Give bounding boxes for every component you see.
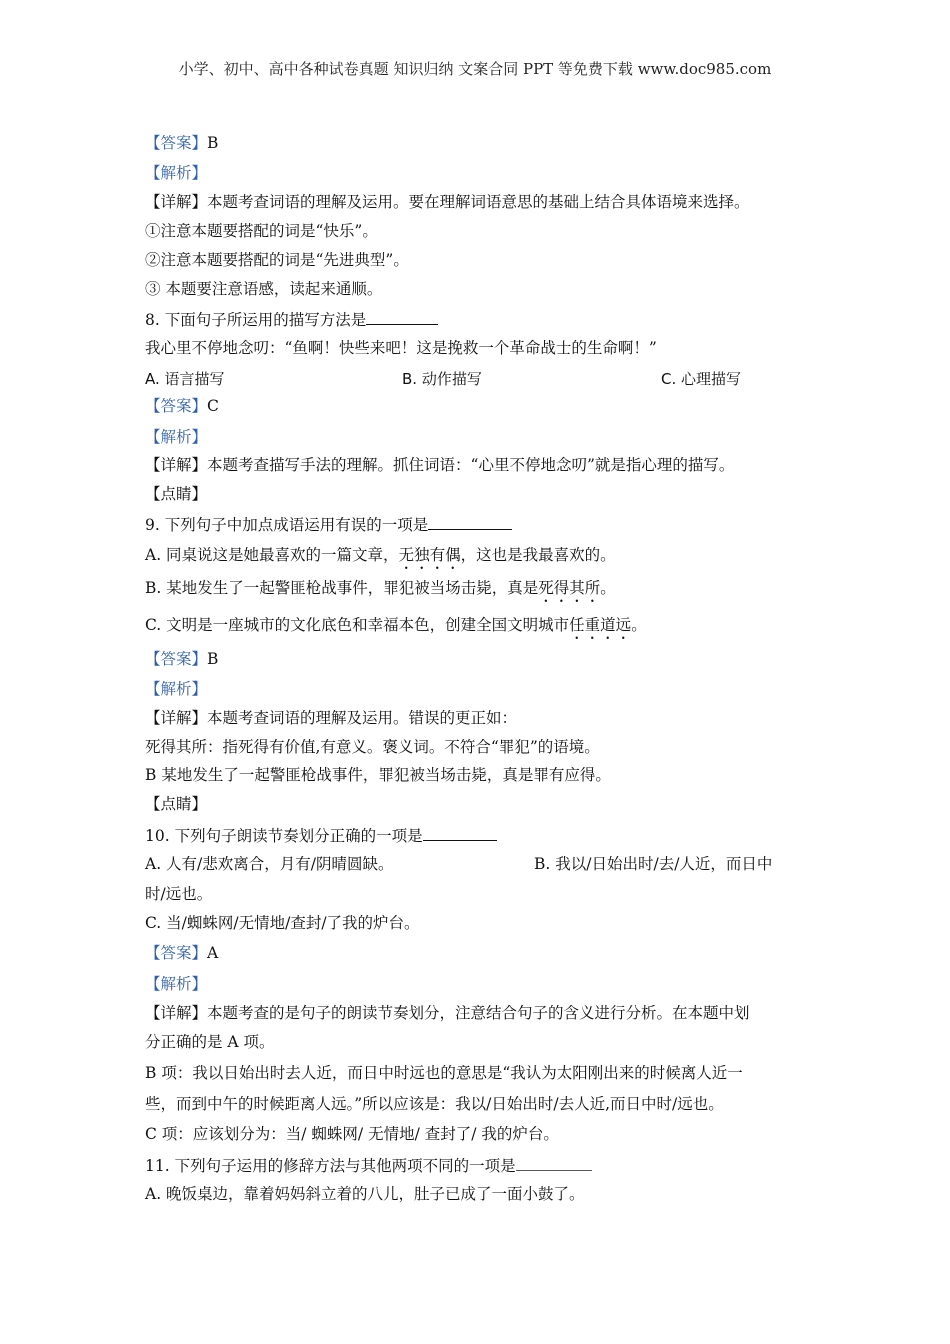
q8-answer: C <box>207 397 219 415</box>
q8-analysis-tag: 【解析】 <box>145 428 208 446</box>
q9-stem: 9. 下列句子中加点成语运用有误的一项是 <box>145 513 512 535</box>
q7-answer-line <box>145 133 218 153</box>
q10-b-explain-2: 些，而到中午的时候距离人远。”所以应该是：我以/日始出时/去人近,而日中时/远也。 <box>145 1095 724 1113</box>
q8-option-b: B. 动作描写 <box>402 370 482 388</box>
q10-c-explain: C 项：应该划分为：当/ 蜘蛛网/ 无情地/ 查封了/ 我的炉台。 <box>145 1125 559 1143</box>
q11-blank <box>516 1154 592 1171</box>
q10-answer-line: 【答案】A <box>145 944 219 962</box>
q11-stem: 11. 下列句子运用的修辞方法与其他两项不同的一项是 <box>145 1154 592 1176</box>
q8-option-a: A. 语言描写 <box>145 370 225 388</box>
q10-detail-line: 【详解】本题考查的是句子的朗读节奏划分，注意结合句子的含义进行分析。在本题中划 <box>145 1004 750 1022</box>
q9-answer-line: 【答案】B <box>145 650 219 668</box>
q7-answer: B <box>207 134 219 152</box>
q7-detail-line: 【详解】本题考查词语的理解及运用。要在理解词语意思的基础上结合具体语境来选择。 <box>145 193 750 211</box>
q10-b-explain-1: B 项：我以日始出时去人近，而日中时远也的意思是“我认为太阳刚出来的时候离人近一 <box>145 1064 743 1082</box>
q9-explain-1: 死得其所：指死得有价值,有意义。褒义词。不符合“罪犯”的语境。 <box>145 738 600 756</box>
q10-option-a: A. 人有/悲欢离合，月有/阴晴圆缺。 <box>145 855 394 873</box>
q10-answer: A <box>207 944 219 962</box>
q11-option-a: A. 晚饭桌边，靠着妈妈斜立着的八儿，肚子已成了一面小鼓了。 <box>145 1185 585 1203</box>
q8-option-c: C. 心理描写 <box>661 370 742 388</box>
q9-detail-line: 【详解】本题考查词语的理解及运用。错误的更正如： <box>145 709 518 727</box>
q10-option-b-cont: 时/远也。 <box>145 885 213 903</box>
q9-analysis-tag: 【解析】 <box>145 680 208 698</box>
q8-blank <box>366 308 438 325</box>
q9-option-b: B. 某地发生了一起警匪枪战事件，罪犯被当场击毙，真是死得其所。 <box>145 579 616 597</box>
q10-detail-cont: 分正确的是 A 项。 <box>145 1033 275 1051</box>
q9-option-c: C. 文明是一座城市的文化底色和幸福本色，创建全国文明城市任重道远。 <box>145 616 647 634</box>
q10-stem: 10. 下列句子朗读节奏划分正确的一项是 <box>145 824 497 846</box>
q10-blank <box>423 824 497 841</box>
q10-option-c: C. 当/蜘蛛网/无情地/查封/了我的炉台。 <box>145 914 420 932</box>
q9-option-a: A. 同桌说这是她最喜欢的一篇文章，无独有偶，这也是我最喜欢的。 <box>145 546 616 564</box>
q9-answer: B <box>207 650 219 668</box>
q9-explain-2: B 某地发生了一起警匪枪战事件，罪犯被当场击毙，真是罪有应得。 <box>145 766 611 784</box>
q7-analysis-tag: 【解析】 <box>145 164 208 182</box>
q7-note-1: ①注意本题要搭配的词是“快乐”。 <box>145 222 378 240</box>
q8-detail-line: 【详解】本题考查描写手法的理解。抓住词语：“心里不停地念叨”就是指心理的描写。 <box>145 456 735 474</box>
page-header: 小学、初中、高中各种试卷真题 知识归纳 文案合同 PPT 等免费下载 www.doc985.com <box>178 60 772 78</box>
q9-option-c-idiom: 任重道远 <box>569 616 632 634</box>
q9-option-a-idiom: 无独有偶 <box>398 546 461 564</box>
q8-comment-tag: 【点睛】 <box>145 485 208 503</box>
q10-option-b: B. 我以/日始出时/去/人近，而日中 <box>534 855 773 873</box>
q8-quote: 我心里不停地念叨：“鱼啊！快些来吧！这是挽救一个革命战士的生命啊！” <box>145 339 657 357</box>
q7-note-2: ②注意本题要搭配的词是“先进典型”。 <box>145 251 409 269</box>
q9-option-b-idiom: 死得其所 <box>538 579 601 597</box>
answer-tag: 【答案】 <box>145 134 208 152</box>
q10-analysis-tag: 【解析】 <box>145 975 208 993</box>
q9-comment-tag: 【点睛】 <box>145 795 208 813</box>
q8-stem: 8. 下面句子所运用的描写方法是 <box>145 308 438 330</box>
q9-blank <box>428 513 512 530</box>
q7-note-3: ③ 本题要注意语感，读起来通顺。 <box>145 280 383 298</box>
q8-answer-line: 【答案】C <box>145 397 219 415</box>
